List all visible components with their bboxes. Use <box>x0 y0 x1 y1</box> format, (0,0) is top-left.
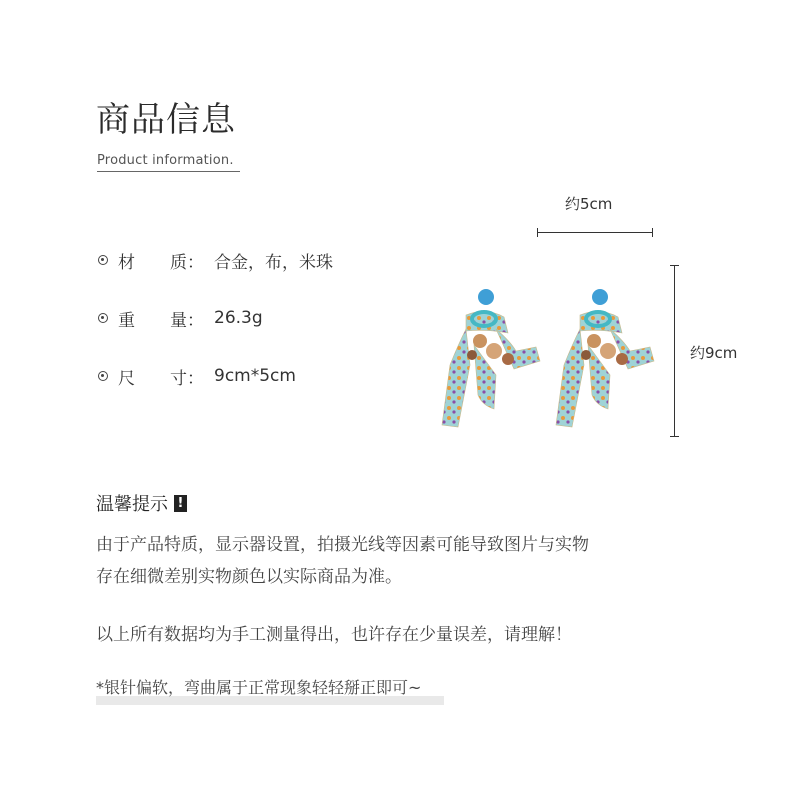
height-dimension-line <box>674 265 675 437</box>
spec-value: 合金，布，米珠 <box>214 252 333 273</box>
spec-value: 26.3g <box>214 308 263 328</box>
earrings-image <box>436 285 666 435</box>
tips-paragraph-1-line-2: 存在细微差别实物颜色以实际商品为准。 <box>96 567 402 587</box>
height-dimension-label: 约9cm <box>690 344 738 362</box>
width-dimension-label: 约5cm <box>565 195 613 213</box>
tips-note-block <box>96 676 421 700</box>
tips-title: 温馨提示 <box>96 494 168 515</box>
earring-left <box>442 289 540 427</box>
spec-label: 重 量： <box>118 310 204 331</box>
spec-row-material <box>98 248 333 272</box>
bullet-icon <box>98 255 108 265</box>
bullet-icon <box>98 371 108 381</box>
spec-value: 9cm*5cm <box>214 366 296 386</box>
page-subtitle: Product information. <box>97 153 234 168</box>
tips-heading <box>96 490 187 516</box>
tips-note: *银针偏软，弯曲属于正常现象轻轻掰正即可~ <box>96 678 422 697</box>
exclamation-icon: ! <box>174 495 187 512</box>
subtitle-underline <box>97 171 240 172</box>
spec-row-size <box>98 364 296 388</box>
earring-right <box>556 289 654 427</box>
tips-paragraph-2: 以上所有数据均为手工测量得出，也许存在少量误差，请理解！ <box>96 625 572 645</box>
spec-row-weight <box>98 306 263 330</box>
spec-label: 尺 寸： <box>118 368 204 389</box>
page-title: 商品信息 <box>96 100 236 140</box>
tips-paragraph-1-line-1: 由于产品特质，显示器设置，拍摄光线等因素可能导致图片与实物 <box>96 535 589 555</box>
spec-label: 材 质： <box>118 252 204 273</box>
bullet-icon <box>98 313 108 323</box>
width-dimension-line <box>537 232 653 233</box>
